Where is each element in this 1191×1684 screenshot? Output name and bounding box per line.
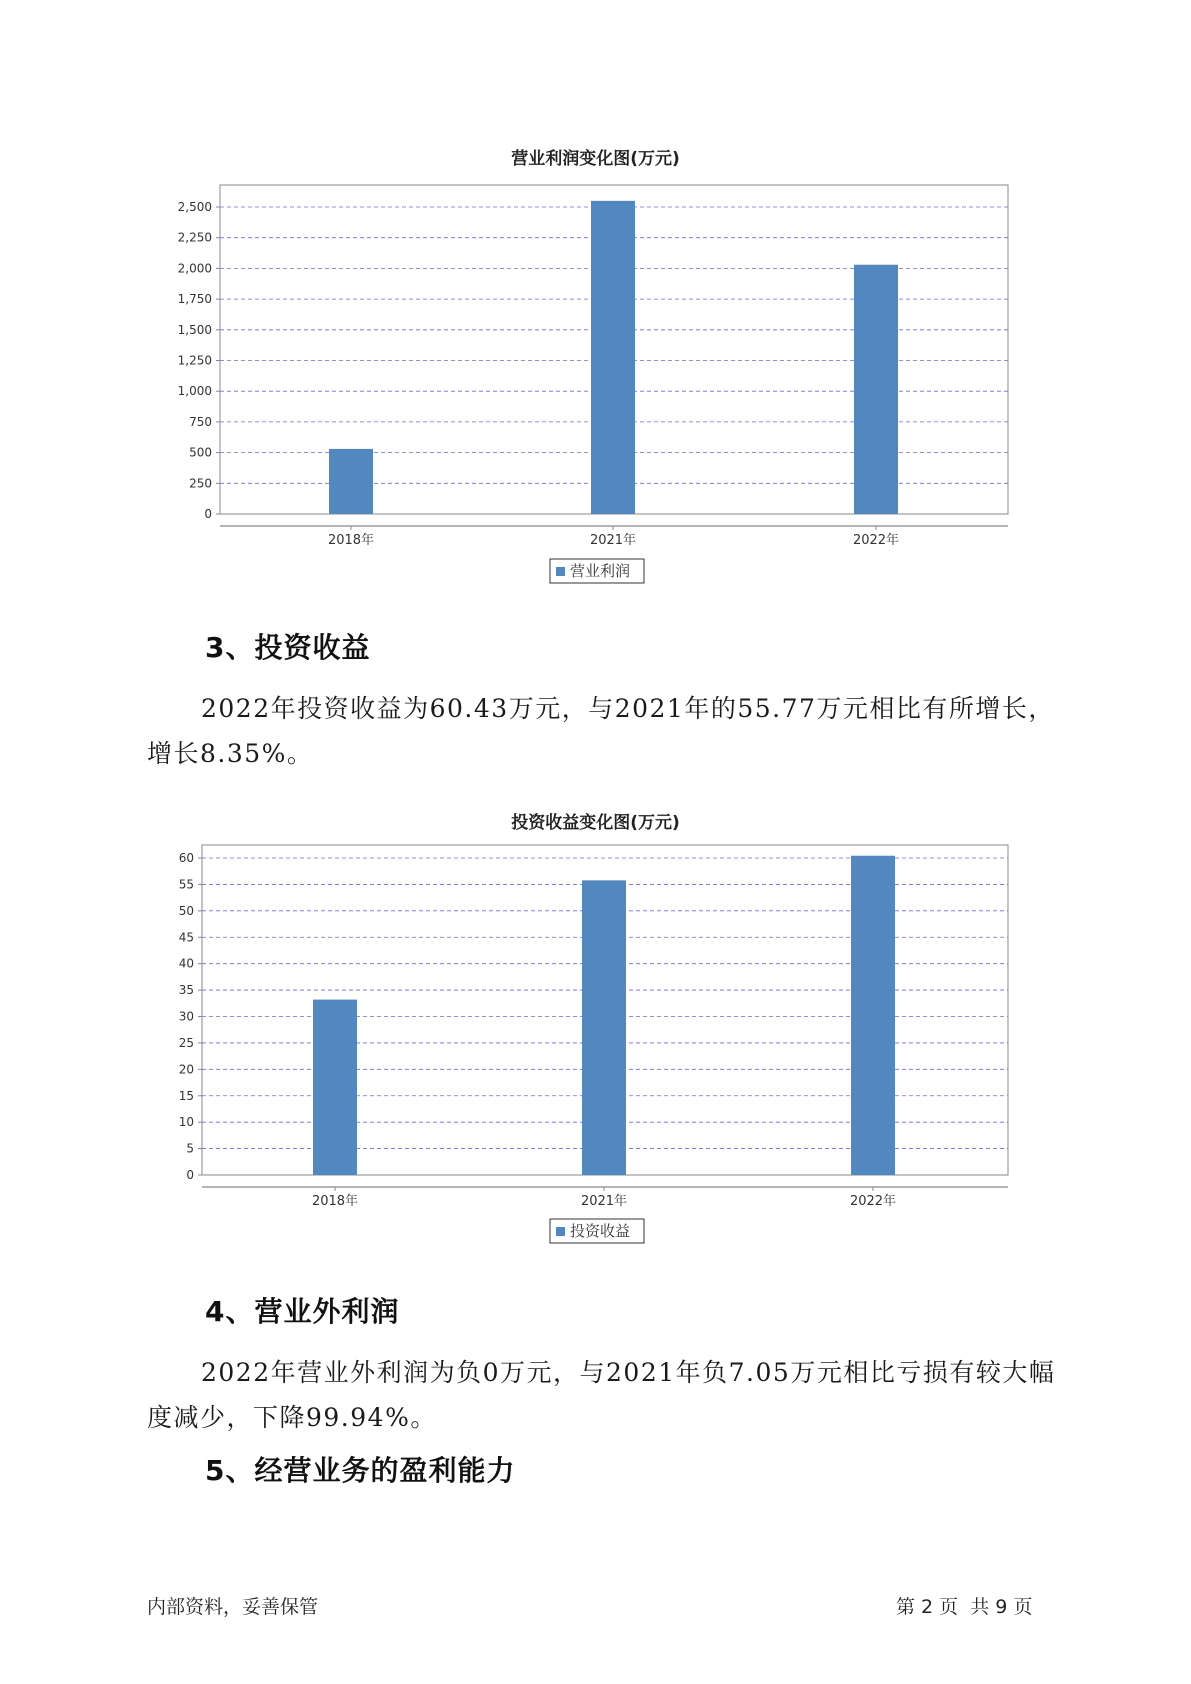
x-tick-label: 2022年 [852,533,900,548]
y-tick-label: 50 [178,903,194,918]
x-tick-label: 2018年 [327,533,375,548]
y-tick-label: 2,500 [177,200,212,214]
y-tick-label: 1,750 [177,292,212,307]
y-tick-label: 250 [189,476,212,491]
y-tick-label: 10 [178,1115,194,1130]
y-tick-label: 0 [186,1168,194,1182]
y-tick-label: 55 [178,877,194,892]
x-tick-label: 2018年 [311,1194,359,1209]
legend-swatch [556,1227,565,1236]
y-tick-label: 20 [178,1062,194,1077]
bar [582,880,626,1175]
y-tick-label: 750 [189,414,212,429]
section-heading-operating-profitability: 5、经营业务的盈利能力 [205,1454,516,1487]
y-tick-label: 25 [178,1035,194,1050]
bar [851,856,895,1175]
y-tick-label: 2,000 [177,261,212,276]
bar [313,1000,357,1175]
section-heading-non-operating-profit: 4、营业外利润 [205,1295,400,1328]
section-heading-investment-income: 3、投资收益 [205,631,371,664]
y-tick-label: 40 [178,956,194,971]
chart-title-investment-income: 投资收益变化图(万元) [511,813,680,833]
y-tick-label: 1,000 [177,384,212,399]
y-tick-label: 45 [178,930,194,945]
y-tick-label: 35 [178,983,194,998]
y-tick-label: 2,250 [177,230,212,245]
chart-title-operating-profit: 营业利润变化图(万元) [511,149,680,169]
y-tick-label: 0 [204,507,212,521]
y-tick-label: 5 [186,1141,194,1156]
x-tick-label: 2022年 [849,1194,897,1209]
legend-label: 投资收益 [570,1222,631,1240]
x-tick-label: 2021年 [589,533,637,548]
footer-page-number [896,1592,1038,1619]
paragraph-non-operating-profit: 2022年营业外利润为负0万元，与2021年负7.05万元相比亏损有较大幅度减少，下降99.94%。 [147,1358,1056,1432]
footer-page-label: 第 2 页 [896,1596,959,1618]
y-tick-label: 1,250 [177,353,212,368]
legend-label: 营业利润 [570,562,631,580]
paragraph-investment-income: 2022年投资收益为60.43万元，与2021年的55.77万元相比有所增长，增长8.35%。 [147,694,1055,768]
y-tick-label: 60 [178,851,194,865]
footer-confidential-note: 内部资料，妥善保管 [147,1596,319,1618]
x-tick-label: 2021年 [580,1194,628,1209]
y-tick-label: 30 [178,1009,194,1024]
y-tick-label: 15 [178,1088,194,1103]
y-tick-label: 1,500 [177,322,212,337]
y-tick-label: 500 [189,445,212,460]
footer-total-label: 共 9 页 [970,1596,1033,1618]
